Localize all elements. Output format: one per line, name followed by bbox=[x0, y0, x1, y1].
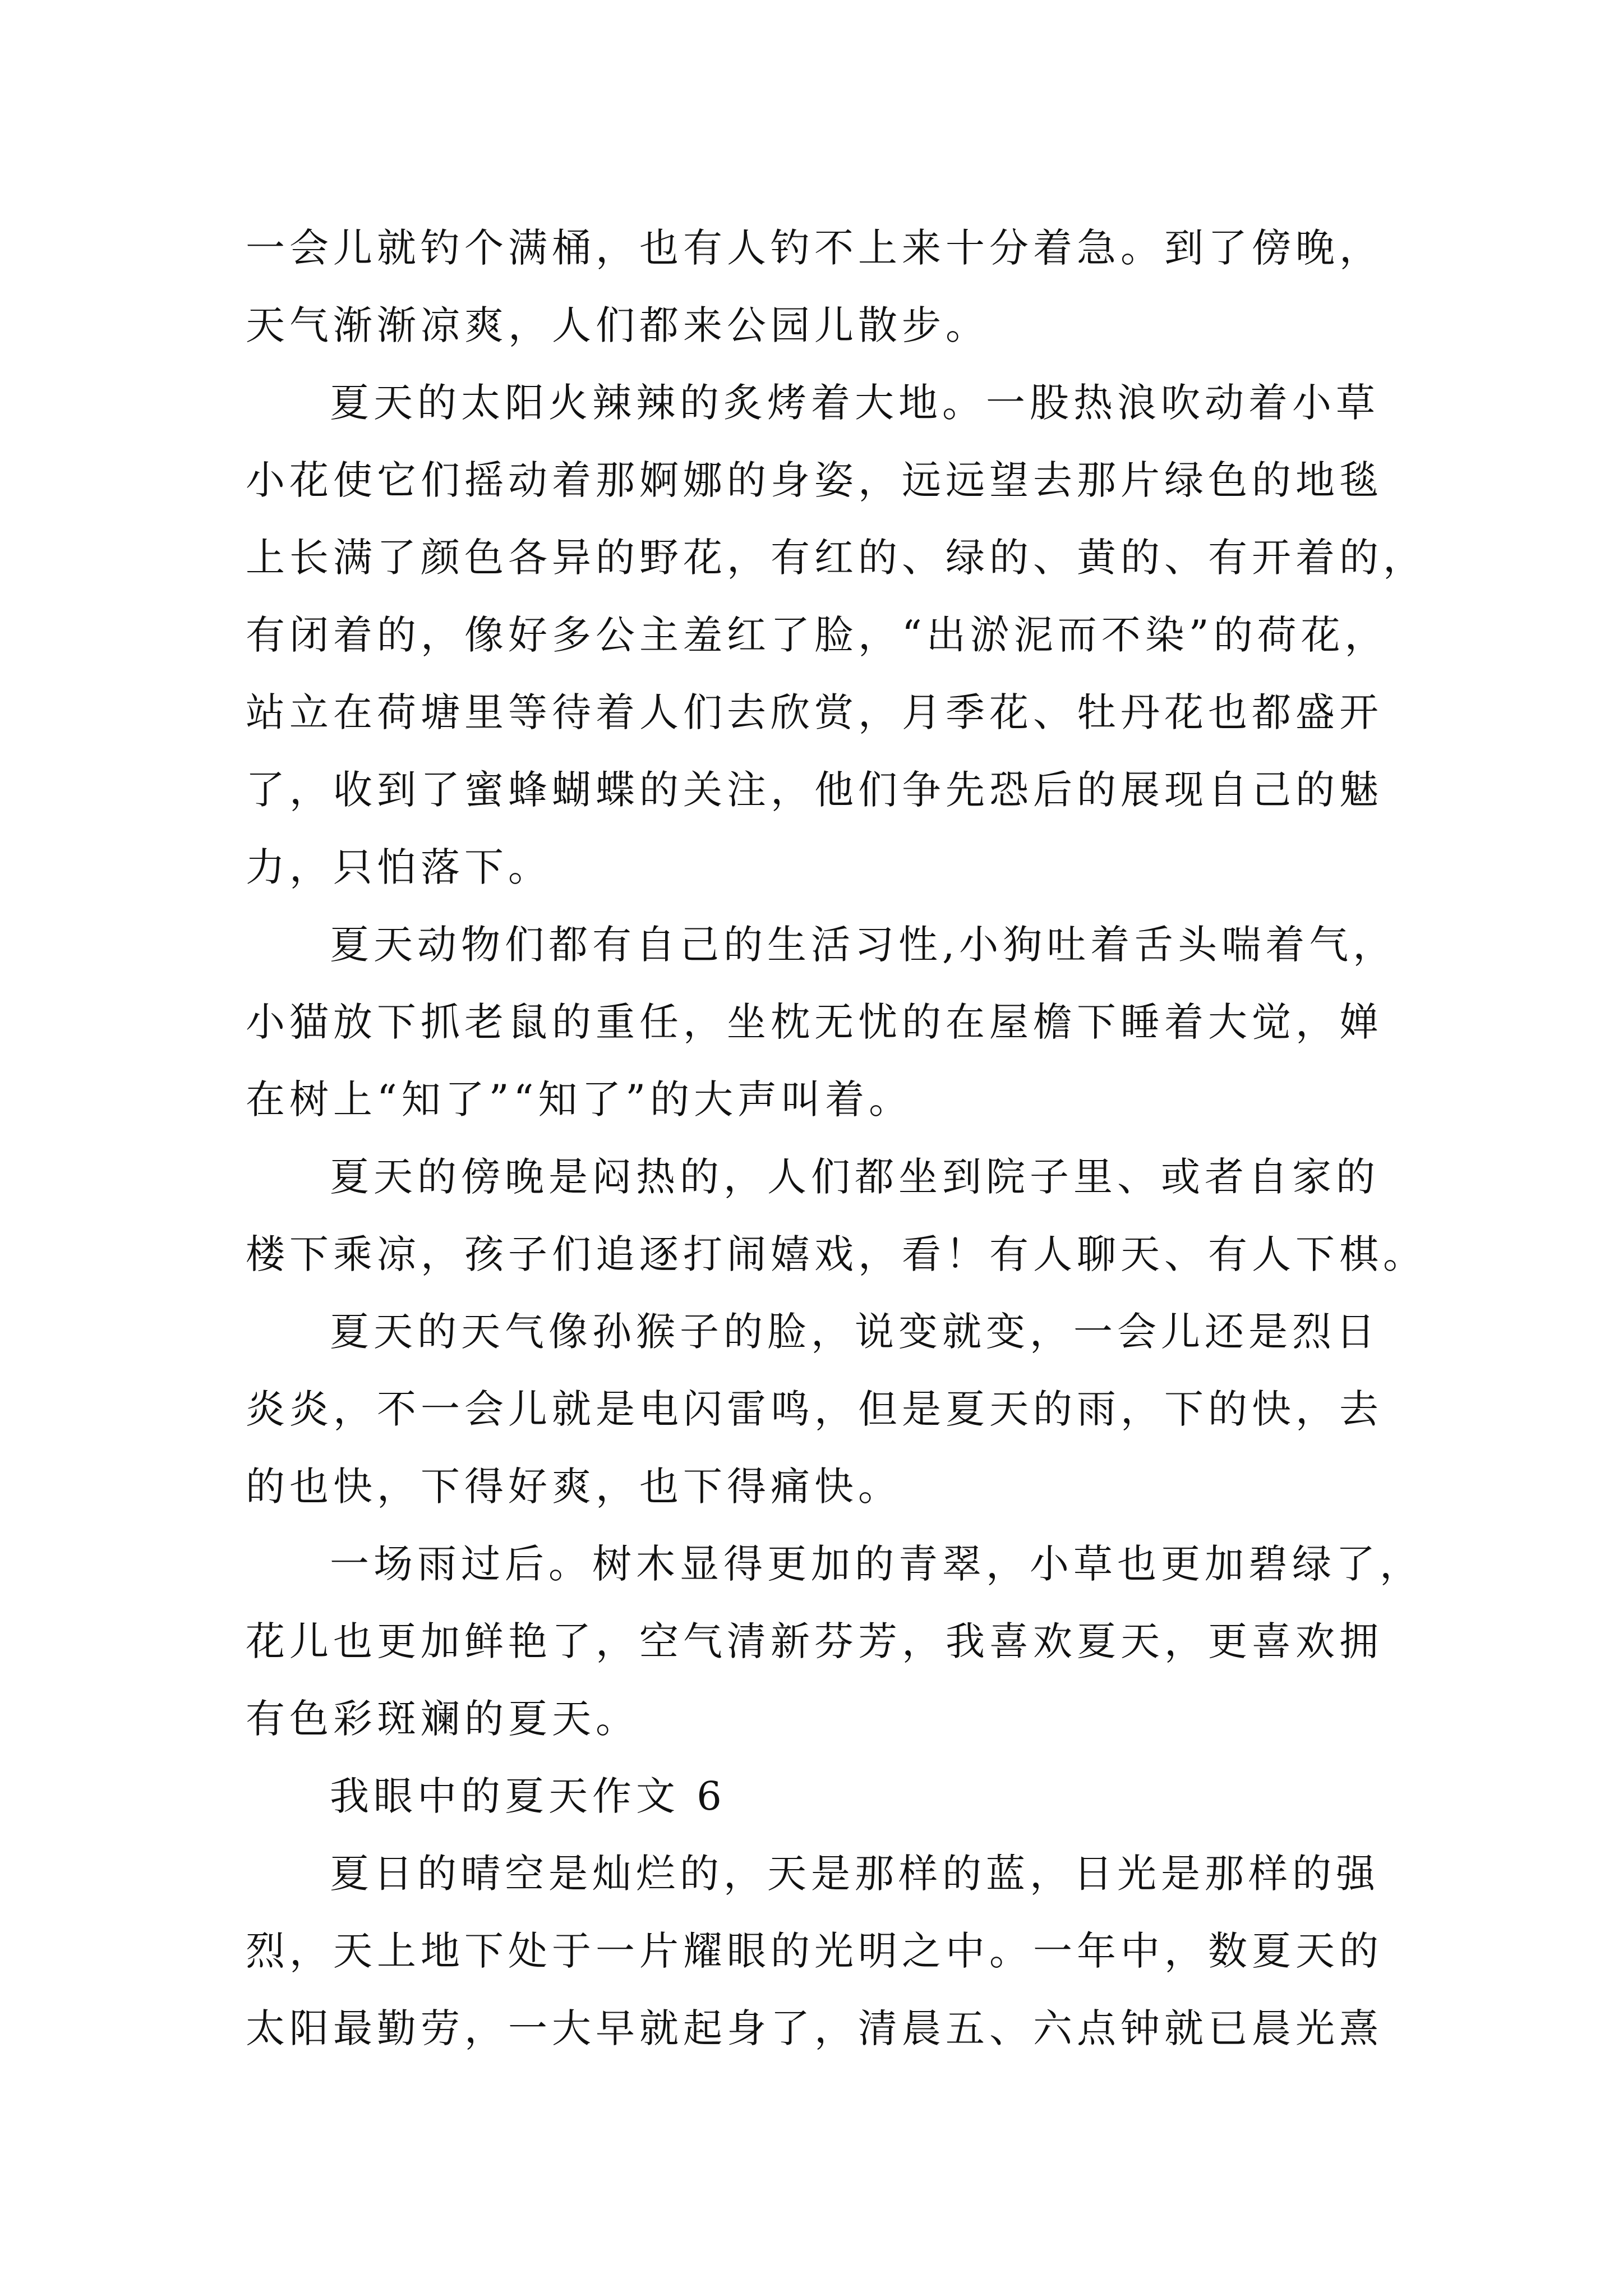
text-line: 小花使它们摇动着那婀娜的身姿，远远望去那片绿色的地毯 bbox=[246, 457, 1383, 503]
text-line: 楼下乘凉，孩子们追逐打闹嬉戏，看！有人聊天、有人下棋。 bbox=[246, 1231, 1427, 1277]
section-heading: 我眼中的夏天作文 6 bbox=[330, 1773, 726, 1819]
text-line: 有闭着的，像好多公主羞红了脸，“出淤泥而不染”的荷花， bbox=[246, 612, 1389, 658]
text-line: 烈，天上地下处于一片耀眼的光明之中。一年中，数夏天的 bbox=[246, 1928, 1383, 1974]
text-line: 一会儿就钓个满桶，也有人钓不上来十分着急。到了傍晚， bbox=[246, 225, 1383, 271]
text-line: 花儿也更加鲜艳了，空气清新芬芳，我喜欢夏天，更喜欢拥 bbox=[246, 1618, 1383, 1664]
text-line: 在树上“知了”“知了”的大声叫着。 bbox=[246, 1076, 913, 1122]
paragraph-start-line: 一场雨过后。树木显得更加的青翠，小草也更加碧绿了， bbox=[330, 1541, 1423, 1587]
text-line: 小猫放下抓老鼠的重任，坐枕无忧的在屋檐下睡着大觉，婵 bbox=[246, 999, 1383, 1045]
essay-text bbox=[246, 209, 1427, 2067]
text-line: 上长满了颜色各异的野花，有红的、绿的、黄的、有开着的， bbox=[246, 535, 1427, 581]
text-line: 天气渐渐凉爽，人们都来公园儿散步。 bbox=[246, 302, 989, 348]
text-line: 站立在荷塘里等待着人们去欣赏，月季花、牡丹花也都盛开 bbox=[246, 689, 1383, 735]
paragraph-start-line: 夏天的太阳火辣辣的炙烤着大地。一股热浪吹动着小草 bbox=[330, 380, 1380, 426]
paragraph-start-line: 夏天动物们都有自己的生活习性,小狗吐着舌头喘着气， bbox=[330, 922, 1397, 968]
text-line: 力，只怕落下。 bbox=[246, 844, 552, 890]
text-line: 的也快，下得好爽，也下得痛快。 bbox=[246, 1464, 902, 1510]
text-line: 了，收到了蜜蜂蝴蝶的关注，他们争先恐后的展现自己的魅 bbox=[246, 767, 1383, 813]
paragraph-start-line: 夏日的晴空是灿烂的，天是那样的蓝，日光是那样的强 bbox=[330, 1851, 1380, 1897]
text-line: 有色彩斑斓的夏天。 bbox=[246, 1696, 639, 1742]
text-line: 太阳最勤劳，一大早就起身了，清晨五、六点钟就已晨光熹 bbox=[246, 2005, 1383, 2051]
paragraph-start-line: 夏天的天气像孙猴子的脸，说变就变，一会儿还是烈日 bbox=[330, 1309, 1380, 1355]
paragraph-start-line: 夏天的傍晚是闷热的，人们都坐到院子里、或者自家的 bbox=[330, 1154, 1380, 1200]
text-line: 炎炎，不一会儿就是电闪雷鸣，但是夏天的雨，下的快，去 bbox=[246, 1386, 1383, 1432]
